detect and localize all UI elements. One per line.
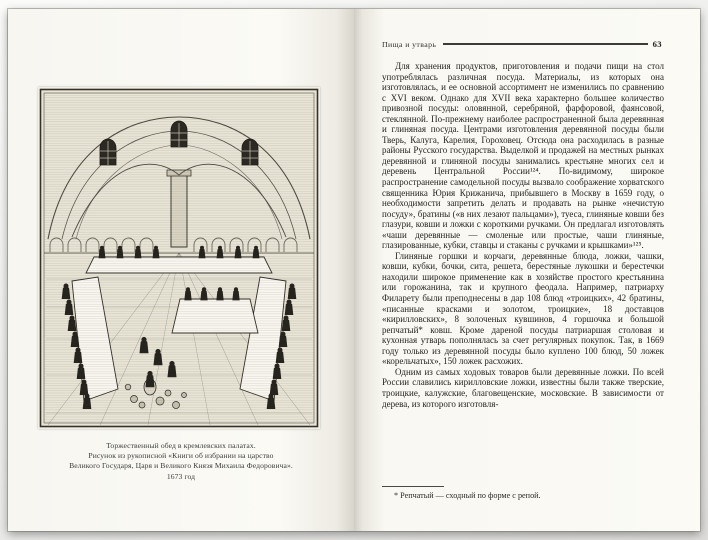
footnote-rule bbox=[382, 486, 444, 487]
chapter-title: Пища и утварь bbox=[382, 39, 437, 49]
page-left bbox=[8, 9, 354, 531]
paragraph: Для хранения продуктов, приготовления и подачи пищи на стол употреблялась различная посуда. Материалы, из которых она изготовлялась, и ее основной ассортимент не изменились по сравнению с XVI веком. Однако для XVII века характерно большее количество привозной посуды: оловянной, серебряной, фарфоровой, фаянсовой, стеклянной. По-прежнему наиболее распространенной была деревянная и глиняная посуда. Центрами изготовления деревянной посуды были Тверь, Калуга, Карелия, Гороховец. Отсюда она расходилась в разные районы Русского государства. Выделкой и продажей на местных рынках деревянной и глиняной посуды занимались крестьяне многих сел и деревень Центральной России¹²⁴. По-видимому, широкое распространение самодельной посуды вызвало соображение хорватского священника Юрия Крижанича, прибывшего в Москву в 1659 году, о необходимости запретить делать и продавать на рынке «нечистую посуду», братины («в них лезают пальцами»), туеса, глиняные ковши без глазури, ковши и ложки с короткими ручками. Он предлагал изготовлять «чаши деревянные — смоленые или простые, чаши глиняные, глазированные, кубки, ставцы и стаканы с ручками и крышками»¹²⁵. bbox=[382, 61, 664, 251]
illustration-caption bbox=[22, 441, 340, 482]
page-number: 63 bbox=[652, 39, 662, 49]
footnote-text: * Репчатый — сходный по форме с репой. bbox=[394, 491, 541, 500]
caption-line: 1673 год bbox=[166, 471, 196, 481]
caption-line: Рисунок из рукописной «Книги об избрании на царство bbox=[88, 451, 274, 461]
book-spread bbox=[8, 9, 700, 531]
running-head bbox=[382, 39, 662, 49]
caption-line: Великого Государя, Царя и Великого Князя Михаила Федоровича». bbox=[69, 461, 293, 471]
body-text bbox=[382, 61, 664, 409]
feast-engraving bbox=[38, 87, 320, 429]
paragraph: Глиняные горшки и корчаги, деревянные блюда, ложки, чашки, ковши, кубки, бочки, сита, решета, берестяные лукошки и берестечки находили широкое применение как в хозяйстве простого крестьянина или горожанина, так и крупного феодала. Например, патриарху Филарету были преподнесены в дар 108 блюд «троицких», 42 братины, «писанные красками и золотом, троицкие», 18 доставцов «кирилловских», 8 золоченых кувшинов, 4 горшочка и большой репчатый* ковш. Кроме дареной посуды патриаршая столовая и кухонная утварь пополнялась за счет регулярных покупок. Так, в 1669 году только из деревянной посуды было куплено 100 блюд, 50 ложек «корельчатых», 150 ложек расхожих. bbox=[382, 250, 664, 367]
page-right bbox=[354, 9, 700, 531]
caption-line: Торжественный обед в кремлевских палатах. bbox=[106, 441, 256, 450]
footnote bbox=[382, 486, 664, 501]
paragraph: Одним из самых ходовых товаров были деревянные ложки. По всей России славились кирилловские ложки, известны были также тверские, троицкие, калужские, благовещенские, московские. В зависимости от дерева, из которого изготовля- bbox=[382, 366, 664, 409]
header-rule bbox=[443, 43, 647, 45]
